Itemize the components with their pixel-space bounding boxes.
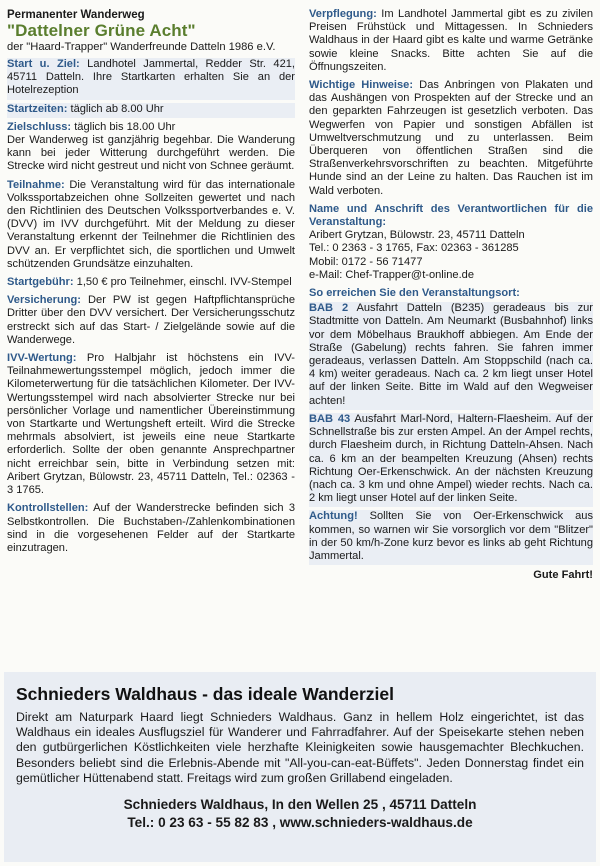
section-kontroll [7,502,295,557]
versicherung-text: Der PW ist gegen Haftpflichtansprüche Dritter über den DVV versichert. Der Versicherungsschutz erstreckt sich auf das Start- / Zielgelände sowie auf die Wanderwege. [7,294,295,346]
ivv-label: IVV-Wertung: [7,352,77,365]
section-achtung [309,510,593,565]
verantwortlich-line: Mobil: 0172 - 56 71477 [309,255,423,268]
startgebuehr-label: Startgebühr: [7,276,74,289]
closing-text: Gute Fahrt! [533,569,593,582]
startzeiten-text: täglich ab 8.00 Uhr [67,102,164,115]
left-column [7,8,295,560]
ad-title: Schnieders Waldhaus - das ideale Wanderziel [16,684,394,704]
kontroll-label: Kontrollstellen: [7,502,89,515]
verantwortlich-heading: Name und Anschrift des Verantwortlichen für die Veranstaltung: [309,202,593,229]
kontroll-text: Auf der Wanderstrecke befinden sich 3 Selbstkontrollen. Die Buchstaben-/Zahlenkombinationen sind in die vorgesehenen Felder auf der Startkarte einzutragen. [7,502,295,554]
verantwortlich-line: Tel.: 0 2363 - 3 1765, Fax: 02363 - 361285 [309,242,519,255]
bab43-text: Ausfahrt Marl-Nord, Haltern-Flaesheim. Auf der Schnellstraße bis zur ersten Ampel. An der Ampel rechts, durch Flaesheim durch, in Richtung Datteln-Ahsen. Nach ca. 6 km an der beampelten Kreuzung (Ahsen) rechts Richtung Oer-Erkenschwick. An der nächsten Kreuzung (nach ca. 3 km und ohne Ampel) wieder rechts. Nach ca. 2 km liegt unser Hotel auf der linken Seite. [309,412,593,505]
achtung-text: Sollten Sie von Oer-Erkenschwick aus kommen, so warnen wir Sie vorsorglich vor dem "Blitzer" in der 50 km/h-Zone kurz bevor es links ab geht Richtung Jammertal. [309,510,593,562]
section-startzeiten [7,103,295,118]
ivv-text: Pro Halbjahr ist höchstens ein IVV-Teilnahmewertungsstempel möglich, jedoch immer die Kilometerwertung für die tatsächlichen Kilometer. Der IVV-Wertungsstempel wird nach absolvierter Strecke nur bei persönlicher Vorlage und namentlicher Übereinstimmung von Startkarte und Wertungsheft erteilt. Wird die Strecke mehrmals absolviert, ist jeweils eine neue Startkarte erforderlich. Sollte der oben genannte Ansprechpartner nicht erreichbar sein, bitte in Verbindung setzen mit: Aribert Grytzan, Bülowstr. 23, 45711 Datteln, Tel.: 02363 - 3 1765. [7,352,295,497]
startzeiten-label: Startzeiten: [7,102,68,115]
hinweise-text: Das Anbringen von Plakaten und das Aushängen von Prospekten auf der Strecke und an den geparkten Fahrzeugen ist gesetzlich verboten. Das Wegwerfen von Papier und sonstigen Abfällen ist Umweltverschmutzung und zu unterlassen. Beim Überqueren von öffentlichen Straßen sind die Straßenverkehrsvorschriften zu beachten. Mitgeführte Hunde sind an der Leine zu halten. Das Rauchen ist im Wald verboten. [309,79,593,197]
bab2-label: BAB 2 [309,302,349,315]
teilnahme-label: Teilnahme: [7,178,65,191]
section-teilnahme [7,179,295,273]
header-org: der "Haard-Trapper" Wanderfreunde Datteln 1986 e.V. [7,41,276,53]
ad-box [4,672,596,862]
zielschluss-label: Zielschluss: [7,120,72,133]
achtung-label: Achtung! [309,510,358,523]
verantwortlich-email[interactable]: e-Mail: Chef-Trapper@t-online.de [309,268,474,281]
section-ivv [7,352,295,499]
ad-text: Direkt am Naturpark Haard liegt Schnieders Waldhaus. Ganz in hellem Holz eingerichtet, ist das Waldhaus ein ideales Ausflugsziel für Wanderer und Fahrradfahrer. Auf der Speisekarte stehen neben den gutbürgerlichen Köstlichkeiten viele herzhafte Kleinigkeiten sowie hausgemachter Blechkuchen. Besonders beliebt sind die Erlebnis-Abende mit "All-you-can-eat-Büffets". Jeden Donnerstag findet ein gemütlicher Hüttenabend statt. Freitags wird zum großen Grillabend eingeladen. [16,710,584,785]
section-versicherung [7,294,295,349]
zielschluss-text2: Der Wanderweg ist ganzjährig begehbar. Die Wanderung kann bei jeder Witterung durchgeführt werden. Die Strecke wird nicht gestreut und nicht von Schnee geräumt. [7,134,295,173]
start-ziel-text: Landhotel Jammertal, Redder Str. 421, 45711 Datteln. Ihre Startkarten erhalten Sie an der Hotelrezeption [7,58,295,97]
section-zielschluss [7,121,295,176]
header-kicker: Permanenter Wanderweg [7,9,145,21]
header-title: "Dattelner Grüne Acht" [7,21,196,40]
start-ziel-label: Start u. Ziel: [7,58,80,70]
startgebuehr-text: 1,50 € pro Teilnehmer, einschl. IVV-Stempel [73,276,292,289]
section-start-ziel [7,58,295,100]
anfahrt-heading: So erreichen Sie den Veranstaltungsort: [309,287,520,300]
ad-contact[interactable]: Tel.: 0 23 63 - 55 82 83 , www.schnieders-waldhaus.de [127,815,473,831]
section-bab43 [309,413,593,507]
section-bab2 [309,302,593,410]
verantwortlich-line: Aribert Grytzan, Bülowstr. 23, 45711 Datteln [309,229,525,242]
verpflegung-text: Im Landhotel Jammertal gibt es zu zivilen Preisen Frühstück und Mittagessen. In Schnieders Waldhaus in der Haard gibt es kalte und warme Getränke sowie kleine Snacks. Bitte achten Sie auf die Öffnungszeiten. [309,8,593,73]
teilnahme-text: Die Veranstaltung wird für das internationale Volkssportabzeichen ohne Sollzeiten gewertet und nach den Richtlinien des Deutschen Volkssportverbandes e. V. (DVV) im IVV durchgeführt. Mit der Meldung zu dieser Veranstaltung erkennt der Teilnehmer die Richtlinien des DVV an. Er verpflichtet sich, die sportlichen und Umwelt schützenden Grundsätze einzuhalten. [7,178,295,270]
verpflegung-label: Verpflegung: [309,8,377,20]
section-verpflegung [309,8,593,76]
right-column [309,8,593,582]
zielschluss-text: täglich bis 18.00 Uhr [71,120,176,133]
section-hinweise [309,79,593,200]
bab2-text: Ausfahrt Datteln (B235) geradeaus bis zur Stadtmitte von Datteln. Am Neumarkt (Busbahnhof) links vor dem Möbelhaus Braukhoff abbiegen. Am Ende der Straße (Gabelung) rechts fahren. Sie fahren immer geradeaus, verlassen Datteln. Am Stoppschild (nach ca. 4 km) weiter geradeaus. Nach ca. 2 km liegt unser Hotel auf der linken Seite. Bitte im Wald auf den Wegweiser achten! [309,302,593,407]
ad-address: Schnieders Waldhaus, In den Wellen 25 , 45711 Datteln [123,797,477,813]
hinweise-label: Wichtige Hinweise: [309,79,414,92]
section-startgebuehr [7,276,295,291]
bab43-label: BAB 43 [309,412,351,425]
section-verantwortlich [309,203,593,284]
versicherung-label: Versicherung: [7,294,81,307]
